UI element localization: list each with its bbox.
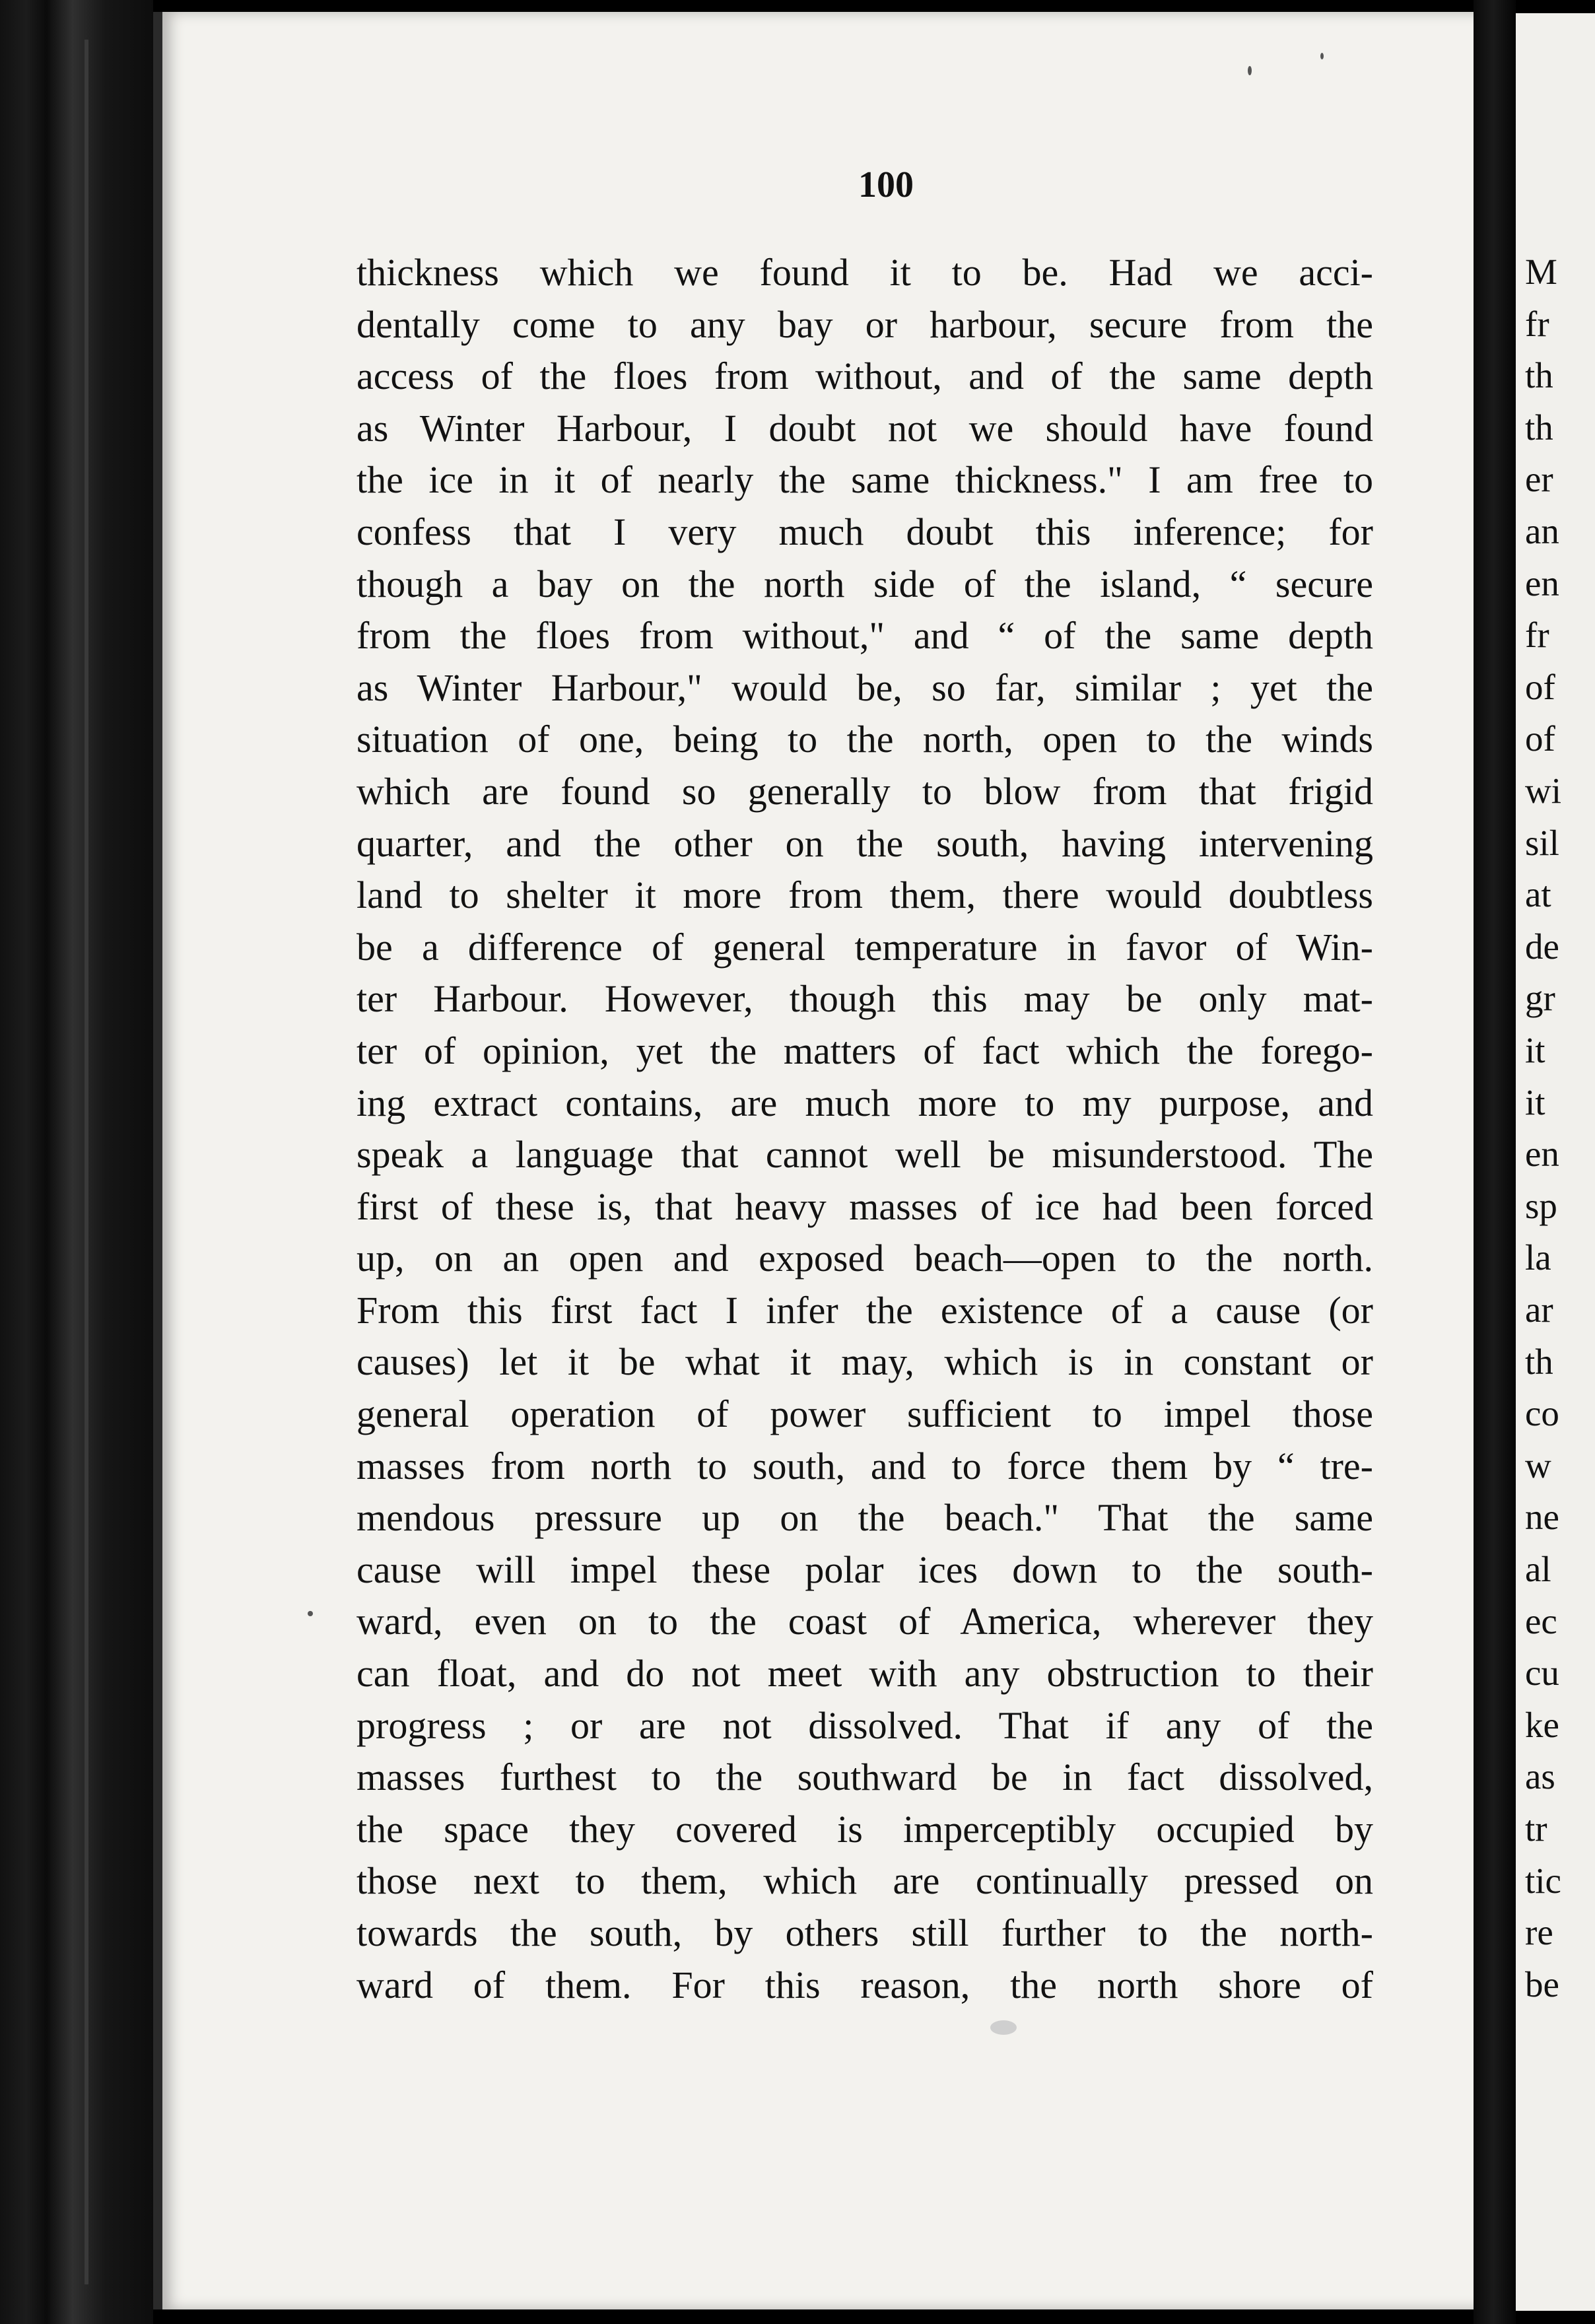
text-line: those next to them, which are continually pressed on [356, 1859, 1373, 1903]
text-line: ter Harbour. However, though this may be only mat- [356, 977, 1373, 1021]
text-line: as Winter Harbour, I doubt not we should have found [356, 406, 1373, 450]
next-page-fragment: at [1525, 874, 1551, 915]
next-page-fragment: th [1525, 355, 1553, 396]
text-line: dentally come to any bay or harbour, secure from the [356, 302, 1373, 346]
next-page-fragment: M [1525, 252, 1557, 292]
binding-edge-line [85, 40, 88, 2284]
page-speck [1248, 66, 1252, 75]
text-line: the space they covered is imperceptibly occupied by [356, 1807, 1373, 1851]
next-page-fragment: al [1525, 1549, 1551, 1589]
next-page-fragment: tr [1525, 1808, 1547, 1849]
next-page-fragment: sp [1525, 1185, 1557, 1226]
text-line: land to shelter it more from them, there would doubtless [356, 873, 1373, 917]
text-line: up, on an open and exposed beach—open to the north. [356, 1237, 1373, 1280]
text-line: ward, even on to the coast of America, wherever they [356, 1600, 1373, 1643]
text-line: quarter, and the other on the south, having intervening [356, 821, 1373, 865]
next-page-fragment: wi [1525, 770, 1561, 811]
text-line: general operation of power sufficient to impel those [356, 1392, 1373, 1436]
next-page-fragment: it [1525, 1081, 1545, 1122]
next-page-fragment: it [1525, 1030, 1545, 1070]
text-line: first of these is, that heavy masses of ice had been forced [356, 1184, 1373, 1228]
text-line: towards the south, by others still further to the north- [356, 1911, 1373, 1954]
book-gutter [1474, 0, 1516, 2324]
next-page-fragment: as [1525, 1756, 1555, 1797]
text-line: access of the floes from without, and of the same depth [356, 355, 1373, 398]
text-line: which are found so generally to blow from that frigid [356, 769, 1373, 813]
next-page-fragment: ke [1525, 1704, 1559, 1745]
text-line: as Winter Harbour," would be, so far, similar ; yet the [356, 666, 1373, 709]
next-page-fragment: er [1525, 459, 1553, 500]
page-number: 100 [858, 164, 914, 205]
text-line: cause will impel these polar ices down to the south- [356, 1548, 1373, 1591]
next-page-fragment: an [1525, 511, 1559, 551]
text-line: From this first fact I infer the existence of a cause (or [356, 1288, 1373, 1332]
text-line: masses from north to south, and to force them by “ tre- [356, 1444, 1373, 1487]
next-page-fragment: tic [1525, 1860, 1561, 1901]
text-line: masses furthest to the southward be in fact dissolved, [356, 1756, 1373, 1799]
text-line: speak a language that cannot well be misunderstood. The [356, 1133, 1373, 1177]
next-page-fragment: of [1525, 718, 1555, 759]
text-line: causes) let it be what it may, which is in constant or [356, 1340, 1373, 1384]
next-page-fragment: re [1525, 1912, 1553, 1953]
text-line: from the floes from without," and “ of the same depth [356, 614, 1373, 658]
next-page-fragment: w [1525, 1445, 1551, 1486]
next-page-fragment: fr [1525, 303, 1549, 344]
text-line: confess that I very much doubt this inference; for [356, 510, 1373, 553]
next-page-fragment: en [1525, 563, 1559, 603]
text-line: though a bay on the north side of the island, “ secure [356, 562, 1373, 605]
text-line: mendous pressure up on the beach." That the same [356, 1496, 1373, 1540]
text-line: the ice in it of nearly the same thickness." I am free to [356, 458, 1373, 502]
text-line: ter of opinion, yet the matters of fact which the forego- [356, 1029, 1373, 1072]
text-line: ward of them. For this reason, the north shore of [356, 1963, 1373, 2006]
next-page-fragment: gr [1525, 978, 1555, 1019]
next-page-fragment: fr [1525, 615, 1549, 656]
next-page-fragment: ar [1525, 1289, 1553, 1330]
text-line: thickness which we found it to be. Had we acci- [356, 251, 1373, 294]
text-line: ing extract contains, are much more to my purpose, and [356, 1081, 1373, 1124]
next-page-fragment: en [1525, 1134, 1559, 1175]
page-speck [1320, 53, 1324, 59]
text-line: progress ; or are not dissolved. That if any of the [356, 1703, 1373, 1747]
next-page-fragment: ec [1525, 1600, 1557, 1641]
page-speck [990, 2020, 1017, 2035]
next-page-fragment: th [1525, 407, 1553, 448]
text-line: situation of one, being to the north, open to the winds [356, 718, 1373, 761]
next-page-fragment: th [1525, 1341, 1553, 1382]
next-page-fragment: co [1525, 1393, 1559, 1434]
next-page-fragment: ne [1525, 1497, 1559, 1538]
next-page-fragment: be [1525, 1964, 1559, 2004]
next-page-fragment: la [1525, 1237, 1551, 1278]
page-body-text [356, 247, 1373, 2011]
book-binding-left [0, 0, 153, 2324]
next-page-fragment: cu [1525, 1653, 1559, 1693]
text-line: can float, and do not meet with any obstruction to their [356, 1652, 1373, 1695]
text-line: be a difference of general temperature in favor of Win- [356, 925, 1373, 969]
next-page-fragment: de [1525, 926, 1559, 967]
next-page-fragment: sil [1525, 822, 1559, 863]
next-page-fragment: of [1525, 666, 1555, 707]
next-page-edge [1516, 13, 1595, 2311]
page-speck [308, 1611, 313, 1616]
